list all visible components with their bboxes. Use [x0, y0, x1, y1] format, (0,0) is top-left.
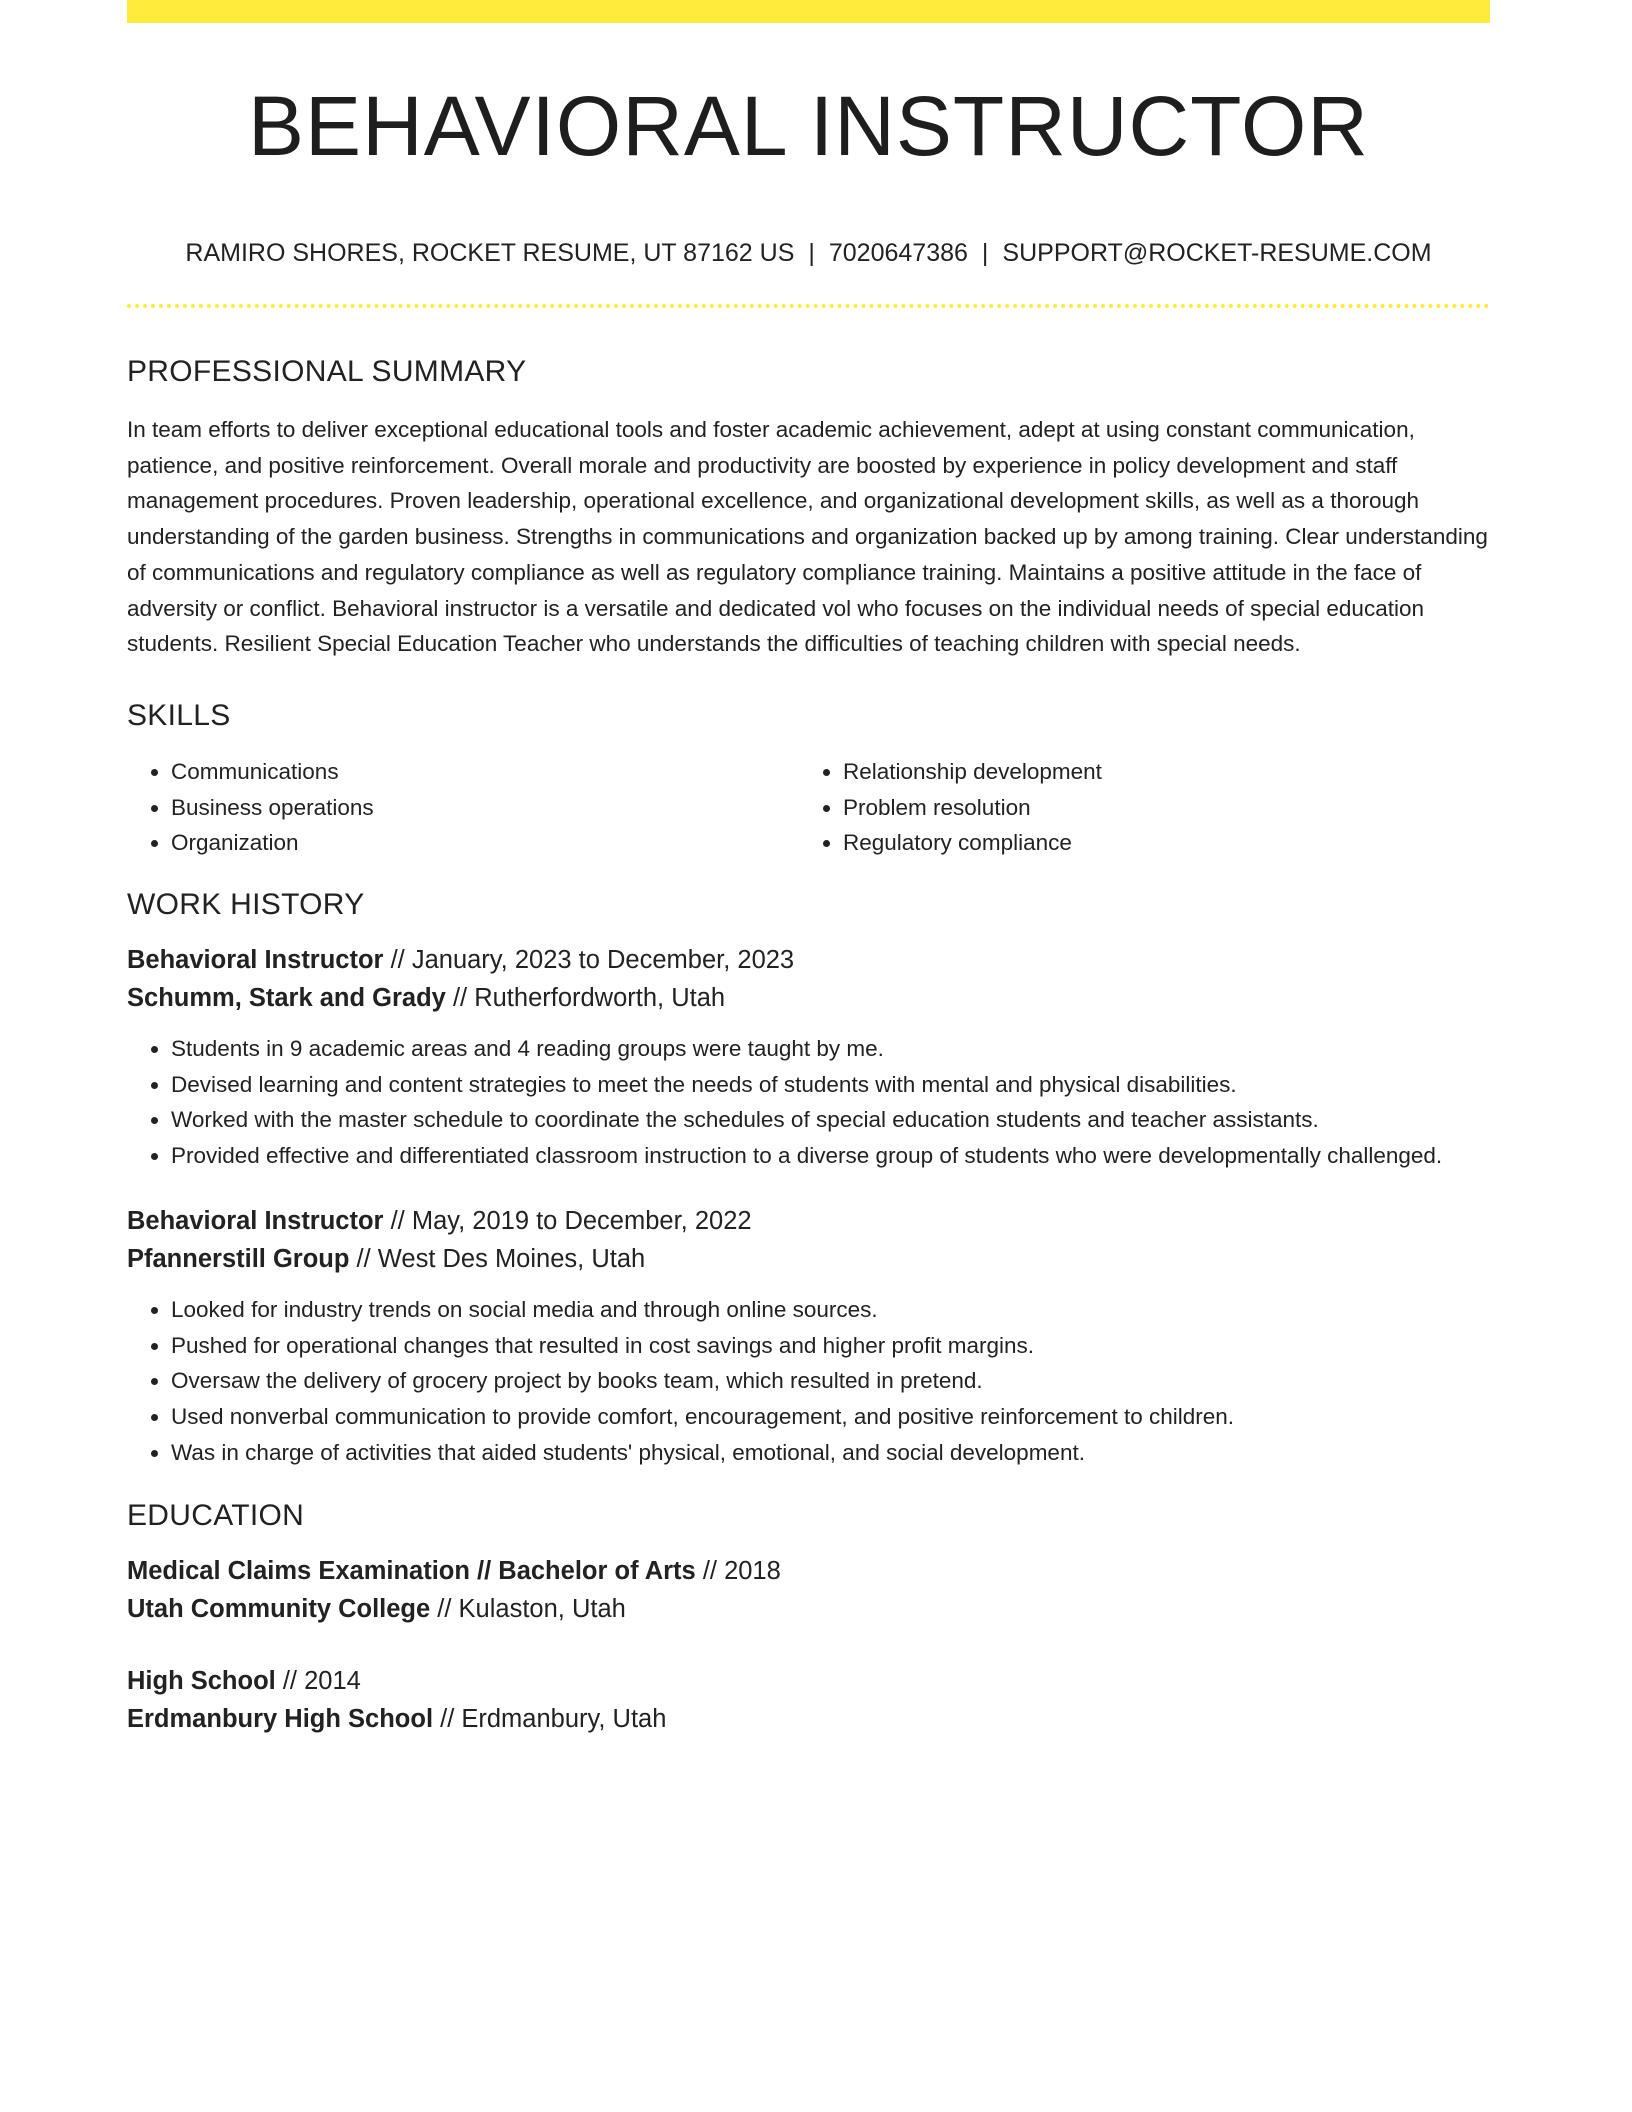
- job-bullet: • Oversaw the delivery of grocery project by books team, which resulted in pretend.: [171, 1363, 1490, 1399]
- skill-item: • Problem resolution: [843, 790, 1471, 826]
- summary-heading: PROFESSIONAL SUMMARY: [127, 355, 527, 388]
- education-year: // 2014: [282, 1667, 361, 1696]
- dotted-divider: [127, 304, 1490, 308]
- job-bullet: • Was in charge of activities that aided students' physical, emotional, and social development.: [171, 1435, 1490, 1471]
- education-school-line: [127, 1700, 1490, 1738]
- education-school: Utah Community College: [127, 1595, 431, 1624]
- resume-title: BEHAVIORAL INSTRUCTOR: [248, 79, 1369, 173]
- skills-heading: SKILLS: [127, 698, 231, 732]
- contact-line: [127, 236, 1490, 270]
- job-location: // Rutherfordworth, Utah: [452, 984, 726, 1013]
- job-bullet: • Devised learning and content strategies to meet the needs of students with mental and physical disabilities.: [171, 1067, 1490, 1103]
- job-bullets: [127, 1292, 1490, 1471]
- education-degree: Medical Claims Examination // Bachelor of Arts: [127, 1557, 696, 1586]
- skills-list: [127, 754, 1490, 861]
- education-year: // 2018: [702, 1557, 781, 1586]
- contact-address: RAMIRO SHORES, ROCKET RESUME, UT 87162 US: [185, 239, 795, 267]
- education-location: // Erdmanbury, Utah: [440, 1705, 667, 1734]
- job-company: Schumm, Stark and Grady: [127, 984, 446, 1013]
- job-title: Behavioral Instructor: [127, 1206, 384, 1235]
- contact-phone[interactable]: 7020647386: [828, 239, 968, 267]
- contact-email[interactable]: SUPPORT@ROCKET-RESUME.COM: [1002, 239, 1432, 267]
- education-location: // Kulaston, Utah: [437, 1595, 626, 1624]
- job-company: Pfannerstill Group: [127, 1244, 350, 1273]
- contact-separator: |: [981, 239, 989, 267]
- job-entry: [127, 941, 1490, 1174]
- skills-column-right: [799, 754, 1471, 861]
- job-dates: // January, 2023 to December, 2023: [390, 946, 795, 975]
- job-company-line: [127, 1240, 1490, 1278]
- job-bullet: • Looked for industry trends on social media and through online sources.: [171, 1292, 1490, 1328]
- skill-item: • Communications: [171, 754, 799, 790]
- skill-item: • Relationship development: [843, 754, 1471, 790]
- job-dates: // May, 2019 to December, 2022: [390, 1206, 752, 1235]
- job-bullets: [127, 1031, 1490, 1174]
- education-school: Erdmanbury High School: [127, 1705, 434, 1734]
- job-bullet: • Worked with the master schedule to coordinate the schedules of special education students and teacher assistants.: [171, 1102, 1490, 1138]
- education-degree-line: [127, 1662, 1490, 1700]
- education-school-line: [127, 1590, 1490, 1628]
- job-title-line: [127, 1202, 1490, 1240]
- job-title-line: [127, 941, 1490, 979]
- skill-item: • Business operations: [171, 790, 799, 826]
- job-title: Behavioral Instructor: [127, 946, 384, 975]
- skills-column-left: [127, 754, 799, 861]
- work-heading: WORK HISTORY: [127, 888, 365, 922]
- job-bullet: • Provided effective and differentiated classroom instruction to a diverse group of students who were developmentally challenged.: [171, 1138, 1490, 1174]
- skill-item: • Organization: [171, 825, 799, 861]
- job-entry: [127, 1202, 1490, 1471]
- education-degree: High School: [127, 1667, 276, 1696]
- job-location: // West Des Moines, Utah: [356, 1244, 646, 1273]
- education-degree-line: [127, 1552, 1490, 1590]
- education-entry: [127, 1662, 1490, 1738]
- education-heading: EDUCATION: [127, 1499, 305, 1533]
- job-bullet: • Pushed for operational changes that resulted in cost savings and higher profit margins.: [171, 1328, 1490, 1364]
- skill-item: • Regulatory compliance: [843, 825, 1471, 861]
- accent-bar: [127, 0, 1490, 23]
- job-bullet: • Students in 9 academic areas and 4 reading groups were taught by me.: [171, 1031, 1490, 1067]
- education-entry: [127, 1552, 1490, 1628]
- contact-separator: |: [808, 239, 815, 267]
- resume-body: [127, 350, 1490, 1738]
- summary-text: In team efforts to deliver exceptional educational tools and foster academic achievement, adept at using constant communication, patience, and positive reinforcement. Overall morale and productivity are boosted by experience in policy development and staff management procedures. Proven leadership, operational excellence, and organizational development skills, as well as a thorough understanding of the garden business. Strengths in communications and organization backed up by among training. Clear understanding of communications and regulatory compliance as well as regulatory compliance training. Maintains a positive attitude in the face of adversity or conflict. Behavioral instructor is a versatile and dedicated vol who focuses on the individual needs of special education students. Resilient Special Education Teacher who understands the difficulties of teaching children with special needs.: [127, 417, 1488, 657]
- job-company-line: [127, 979, 1490, 1017]
- job-bullet: • Used nonverbal communication to provide comfort, encouragement, and positive reinforcement to children.: [171, 1399, 1490, 1435]
